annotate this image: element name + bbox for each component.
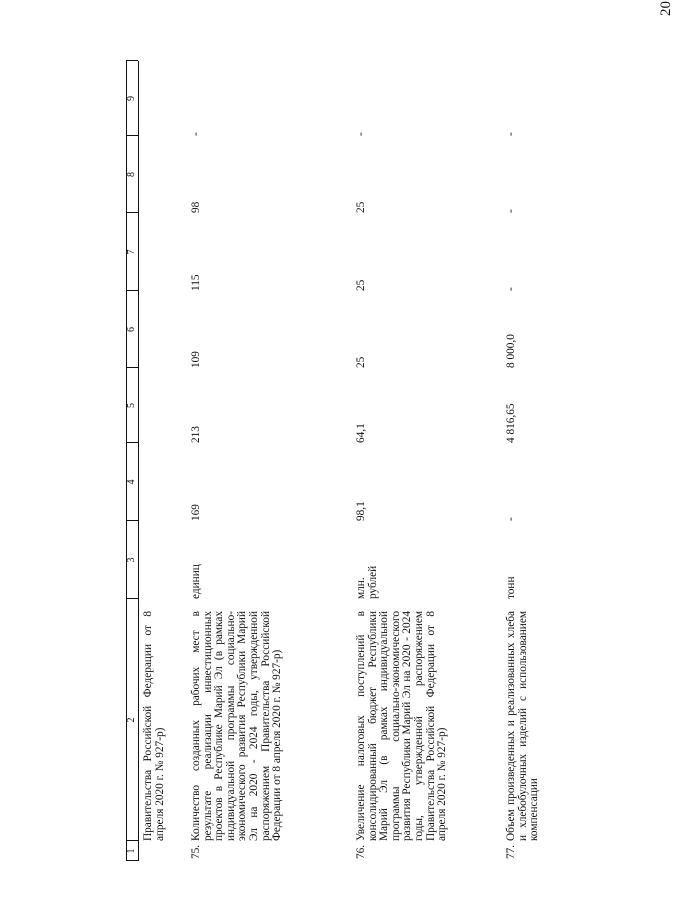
column-number-9: 9: [126, 96, 137, 101]
cell-col7: -: [505, 287, 517, 291]
column-number-2: 2: [126, 717, 137, 723]
cell-col4: -: [505, 517, 517, 521]
cell-col9: -: [505, 132, 517, 136]
column-number-7: 7: [126, 249, 137, 255]
cell-col7: 25: [355, 279, 367, 291]
row-description: Увеличение налоговых поступлений в консолидированный бюджет Республики Марий Эл (в рамках индивидуальной программы социально-экономического развития Республики Марий Эл на 2020 - 2024 годы, утвержденной распоряжением Правительства Российской Федерации от 8 апреля 2020 г. № 927-р): [355, 611, 449, 841]
row-number: 75.: [190, 844, 202, 859]
cell-col5: 4 816,65: [505, 403, 517, 443]
cell-col6: 25: [355, 356, 367, 368]
column-number-8: 8: [126, 172, 137, 177]
cell-col5: 213: [190, 426, 202, 443]
column-number-header: [126, 61, 138, 861]
cell-col8: -: [505, 209, 517, 213]
column-number-1: 1: [126, 848, 137, 854]
row-description: Правительства Российской Федерации от 8 апреля 2020 г. № 927-р): [142, 611, 166, 841]
column-number-5: 5: [126, 403, 137, 408]
row-unit: тонн: [505, 576, 517, 599]
column-number-3: 3: [126, 557, 137, 563]
cell-col5: 64,1: [355, 423, 367, 443]
cell-col8: 25: [355, 201, 367, 213]
cell-col6: 109: [190, 351, 202, 368]
page-number: 20: [658, 1, 674, 16]
column-number-4: 4: [126, 479, 137, 485]
cell-col4: 169: [190, 504, 202, 521]
row-unit: единиц: [190, 564, 202, 599]
row-number: 76.: [355, 844, 367, 859]
cell-col9: -: [190, 132, 202, 136]
cell-col8: 98: [190, 201, 202, 213]
cell-col7: 115: [190, 274, 202, 291]
cell-col6: 8 000,0: [505, 334, 517, 368]
rotated-table: [126, 61, 626, 861]
cell-col4: 98,1: [355, 501, 367, 521]
row-description: Объем произведенных и реализованных хлеба и хлебобулочных изделий с использованием компенсации: [505, 611, 541, 841]
column-number-6: 6: [126, 327, 137, 332]
header-bottom-rule: [138, 61, 139, 861]
row-number: 77.: [505, 844, 517, 859]
row-description: Количество созданных рабочих мест в результате реализации инвестиционных проектов в Республике Марий Эл (в рамках индивидуальной программы социально-экономического развития Республики Марий Эл на 2020 - 2024 годы, утвержденной распоряжением Правительства Российской Федерации от 8 апреля 2020 г. № 927-р): [190, 611, 284, 841]
row-unit: млн. рублей: [355, 565, 379, 599]
cell-col9: -: [355, 132, 367, 136]
